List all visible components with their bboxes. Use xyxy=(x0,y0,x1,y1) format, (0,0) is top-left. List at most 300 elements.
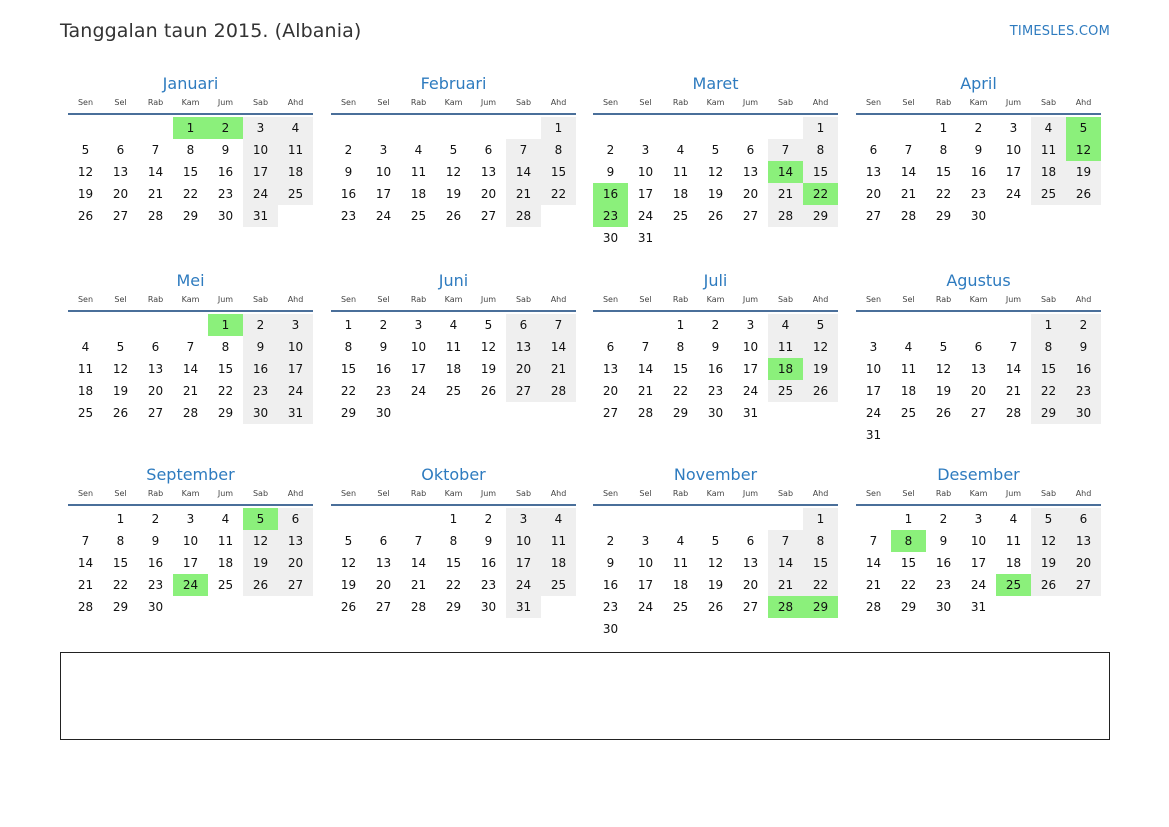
day-cell[interactable]: 1 xyxy=(803,508,838,530)
holiday-day-cell[interactable]: 1 xyxy=(208,314,243,336)
day-cell[interactable]: 27 xyxy=(602,406,619,420)
day-cell[interactable]: 4 xyxy=(1009,512,1018,526)
day-cell[interactable]: 18 xyxy=(1031,161,1066,183)
day-cell[interactable]: 28 xyxy=(1005,406,1022,420)
day-cell[interactable]: 13 xyxy=(147,362,164,376)
day-cell[interactable]: 23 xyxy=(217,187,234,201)
day-cell[interactable]: 8 xyxy=(186,143,195,157)
day-cell[interactable]: 4 xyxy=(1031,117,1066,139)
day-cell[interactable]: 8 xyxy=(803,139,838,161)
day-cell[interactable]: 6 xyxy=(606,340,615,354)
day-cell[interactable]: 28 xyxy=(900,209,917,223)
day-cell[interactable]: 30 xyxy=(147,600,164,614)
day-cell[interactable]: 14 xyxy=(77,556,94,570)
day-cell[interactable]: 28 xyxy=(410,600,427,614)
day-cell[interactable]: 6 xyxy=(746,534,755,548)
day-cell[interactable]: 30 xyxy=(217,209,234,223)
day-cell[interactable]: 17 xyxy=(865,384,882,398)
day-cell[interactable]: 16 xyxy=(1066,358,1101,380)
day-cell[interactable]: 7 xyxy=(506,139,541,161)
day-cell[interactable]: 28 xyxy=(637,406,654,420)
day-cell[interactable]: 11 xyxy=(1005,534,1022,548)
day-cell[interactable]: 20 xyxy=(742,187,759,201)
day-cell[interactable]: 10 xyxy=(637,556,654,570)
day-cell[interactable]: 2 xyxy=(606,143,615,157)
day-cell[interactable]: 1 xyxy=(939,121,948,135)
day-cell[interactable]: 15 xyxy=(217,362,234,376)
day-cell[interactable]: 25 xyxy=(672,209,689,223)
day-cell[interactable]: 14 xyxy=(1005,362,1022,376)
day-cell[interactable]: 6 xyxy=(484,143,493,157)
day-cell[interactable]: 30 xyxy=(707,406,724,420)
day-cell[interactable]: 4 xyxy=(81,340,90,354)
day-cell[interactable]: 27 xyxy=(480,209,497,223)
day-cell[interactable]: 12 xyxy=(112,362,129,376)
day-cell[interactable]: 14 xyxy=(541,336,576,358)
day-cell[interactable]: 13 xyxy=(742,165,759,179)
day-cell[interactable]: 7 xyxy=(541,314,576,336)
day-cell[interactable]: 8 xyxy=(344,340,353,354)
day-cell[interactable]: 2 xyxy=(711,318,720,332)
day-cell[interactable]: 9 xyxy=(344,165,353,179)
day-cell[interactable]: 6 xyxy=(278,508,313,530)
day-cell[interactable]: 3 xyxy=(641,143,650,157)
day-cell[interactable]: 19 xyxy=(445,187,462,201)
day-cell[interactable]: 19 xyxy=(480,362,497,376)
day-cell[interactable]: 24 xyxy=(1005,187,1022,201)
day-cell[interactable]: 5 xyxy=(116,340,125,354)
day-cell[interactable]: 10 xyxy=(637,165,654,179)
day-cell[interactable]: 17 xyxy=(742,362,759,376)
holiday-day-cell[interactable]: 5 xyxy=(243,508,278,530)
day-cell[interactable]: 21 xyxy=(1005,384,1022,398)
day-cell[interactable]: 25 xyxy=(541,574,576,596)
day-cell[interactable]: 29 xyxy=(217,406,234,420)
day-cell[interactable]: 18 xyxy=(672,187,689,201)
day-cell[interactable]: 19 xyxy=(935,384,952,398)
day-cell[interactable]: 15 xyxy=(900,556,917,570)
day-cell[interactable]: 9 xyxy=(484,534,493,548)
day-cell[interactable]: 13 xyxy=(865,165,882,179)
day-cell[interactable]: 3 xyxy=(746,318,755,332)
day-cell[interactable]: 31 xyxy=(243,205,278,227)
day-cell[interactable]: 6 xyxy=(974,340,983,354)
holiday-day-cell[interactable]: 29 xyxy=(803,596,838,618)
day-cell[interactable]: 3 xyxy=(1009,121,1018,135)
day-cell[interactable]: 30 xyxy=(375,406,392,420)
day-cell[interactable]: 11 xyxy=(768,336,803,358)
day-cell[interactable]: 10 xyxy=(865,362,882,376)
day-cell[interactable]: 1 xyxy=(1031,314,1066,336)
day-cell[interactable]: 14 xyxy=(182,362,199,376)
day-cell[interactable]: 4 xyxy=(278,117,313,139)
day-cell[interactable]: 9 xyxy=(243,336,278,358)
day-cell[interactable]: 30 xyxy=(1066,402,1101,424)
day-cell[interactable]: 7 xyxy=(768,139,803,161)
day-cell[interactable]: 20 xyxy=(742,578,759,592)
day-cell[interactable]: 9 xyxy=(606,556,615,570)
day-cell[interactable]: 13 xyxy=(1066,530,1101,552)
day-cell[interactable]: 7 xyxy=(641,340,650,354)
day-cell[interactable]: 19 xyxy=(243,552,278,574)
day-cell[interactable]: 29 xyxy=(803,205,838,227)
day-cell[interactable]: 1 xyxy=(116,512,125,526)
holiday-day-cell[interactable]: 12 xyxy=(1066,139,1101,161)
day-cell[interactable]: 2 xyxy=(974,121,983,135)
day-cell[interactable]: 16 xyxy=(340,187,357,201)
day-cell[interactable]: 9 xyxy=(939,534,948,548)
day-cell[interactable]: 9 xyxy=(606,165,615,179)
day-cell[interactable]: 2 xyxy=(151,512,160,526)
day-cell[interactable]: 8 xyxy=(939,143,948,157)
day-cell[interactable]: 14 xyxy=(410,556,427,570)
day-cell[interactable]: 1 xyxy=(541,117,576,139)
holiday-day-cell[interactable]: 28 xyxy=(768,596,803,618)
day-cell[interactable]: 22 xyxy=(803,574,838,596)
day-cell[interactable]: 22 xyxy=(1031,380,1066,402)
day-cell[interactable]: 5 xyxy=(803,314,838,336)
day-cell[interactable]: 7 xyxy=(904,143,913,157)
day-cell[interactable]: 29 xyxy=(900,600,917,614)
day-cell[interactable]: 28 xyxy=(77,600,94,614)
day-cell[interactable]: 7 xyxy=(1009,340,1018,354)
day-cell[interactable]: 11 xyxy=(672,556,689,570)
day-cell[interactable]: 6 xyxy=(746,143,755,157)
day-cell[interactable]: 5 xyxy=(711,534,720,548)
day-cell[interactable]: 22 xyxy=(182,187,199,201)
day-cell[interactable]: 18 xyxy=(900,384,917,398)
day-cell[interactable]: 1 xyxy=(449,512,458,526)
day-cell[interactable]: 20 xyxy=(112,187,129,201)
day-cell[interactable]: 16 xyxy=(217,165,234,179)
day-cell[interactable]: 3 xyxy=(243,117,278,139)
day-cell[interactable]: 20 xyxy=(278,552,313,574)
day-cell[interactable]: 7 xyxy=(768,530,803,552)
day-cell[interactable]: 16 xyxy=(243,358,278,380)
day-cell[interactable]: 19 xyxy=(112,384,129,398)
brand-link[interactable]: TIMESLES.COM xyxy=(1009,24,1110,39)
day-cell[interactable]: 13 xyxy=(742,556,759,570)
day-cell[interactable]: 11 xyxy=(900,362,917,376)
holiday-day-cell[interactable]: 22 xyxy=(803,183,838,205)
holiday-day-cell[interactable]: 8 xyxy=(891,530,926,552)
day-cell[interactable]: 16 xyxy=(602,578,619,592)
day-cell[interactable]: 22 xyxy=(112,578,129,592)
day-cell[interactable]: 13 xyxy=(480,165,497,179)
day-cell[interactable]: 6 xyxy=(116,143,125,157)
day-cell[interactable]: 4 xyxy=(768,314,803,336)
day-cell[interactable]: 24 xyxy=(410,384,427,398)
day-cell[interactable]: 21 xyxy=(77,578,94,592)
day-cell[interactable]: 25 xyxy=(445,384,462,398)
day-cell[interactable]: 15 xyxy=(445,556,462,570)
day-cell[interactable]: 4 xyxy=(414,143,423,157)
day-cell[interactable]: 27 xyxy=(1066,574,1101,596)
day-cell[interactable]: 26 xyxy=(480,384,497,398)
day-cell[interactable]: 22 xyxy=(672,384,689,398)
day-cell[interactable]: 4 xyxy=(676,534,685,548)
day-cell[interactable]: 8 xyxy=(803,530,838,552)
day-cell[interactable]: 10 xyxy=(506,530,541,552)
day-cell[interactable]: 31 xyxy=(970,600,987,614)
day-cell[interactable]: 12 xyxy=(803,336,838,358)
day-cell[interactable]: 18 xyxy=(672,578,689,592)
day-cell[interactable]: 3 xyxy=(641,534,650,548)
day-cell[interactable]: 8 xyxy=(449,534,458,548)
day-cell[interactable]: 21 xyxy=(768,574,803,596)
day-cell[interactable]: 10 xyxy=(182,534,199,548)
day-cell[interactable]: 13 xyxy=(970,362,987,376)
day-cell[interactable]: 7 xyxy=(81,534,90,548)
day-cell[interactable]: 10 xyxy=(1005,143,1022,157)
day-cell[interactable]: 26 xyxy=(77,209,94,223)
day-cell[interactable]: 13 xyxy=(112,165,129,179)
day-cell[interactable]: 21 xyxy=(182,384,199,398)
day-cell[interactable]: 20 xyxy=(480,187,497,201)
day-cell[interactable]: 7 xyxy=(186,340,195,354)
day-cell[interactable]: 27 xyxy=(970,406,987,420)
day-cell[interactable]: 24 xyxy=(865,406,882,420)
day-cell[interactable]: 20 xyxy=(602,384,619,398)
day-cell[interactable]: 23 xyxy=(602,600,619,614)
day-cell[interactable]: 15 xyxy=(541,161,576,183)
day-cell[interactable]: 29 xyxy=(340,406,357,420)
day-cell[interactable]: 29 xyxy=(112,600,129,614)
day-cell[interactable]: 26 xyxy=(707,600,724,614)
day-cell[interactable]: 14 xyxy=(506,161,541,183)
day-cell[interactable]: 12 xyxy=(707,556,724,570)
day-cell[interactable]: 21 xyxy=(147,187,164,201)
day-cell[interactable]: 17 xyxy=(1005,165,1022,179)
day-cell[interactable]: 25 xyxy=(410,209,427,223)
day-cell[interactable]: 24 xyxy=(637,209,654,223)
day-cell[interactable]: 6 xyxy=(151,340,160,354)
day-cell[interactable]: 19 xyxy=(1066,161,1101,183)
day-cell[interactable]: 20 xyxy=(506,358,541,380)
day-cell[interactable]: 18 xyxy=(217,556,234,570)
day-cell[interactable]: 20 xyxy=(375,578,392,592)
day-cell[interactable]: 28 xyxy=(182,406,199,420)
day-cell[interactable]: 10 xyxy=(410,340,427,354)
day-cell[interactable]: 16 xyxy=(935,556,952,570)
day-cell[interactable]: 25 xyxy=(672,600,689,614)
day-cell[interactable]: 31 xyxy=(742,406,759,420)
day-cell[interactable]: 16 xyxy=(147,556,164,570)
day-cell[interactable]: 7 xyxy=(151,143,160,157)
day-cell[interactable]: 2 xyxy=(379,318,388,332)
day-cell[interactable]: 21 xyxy=(637,384,654,398)
day-cell[interactable]: 11 xyxy=(77,362,94,376)
day-cell[interactable]: 16 xyxy=(375,362,392,376)
day-cell[interactable]: 23 xyxy=(340,209,357,223)
day-cell[interactable]: 25 xyxy=(900,406,917,420)
day-cell[interactable]: 2 xyxy=(344,143,353,157)
day-cell[interactable]: 10 xyxy=(970,534,987,548)
day-cell[interactable]: 17 xyxy=(970,556,987,570)
day-cell[interactable]: 23 xyxy=(1066,380,1101,402)
day-cell[interactable]: 8 xyxy=(676,340,685,354)
day-cell[interactable]: 19 xyxy=(1031,552,1066,574)
day-cell[interactable]: 7 xyxy=(414,534,423,548)
day-cell[interactable]: 9 xyxy=(379,340,388,354)
day-cell[interactable]: 15 xyxy=(803,552,838,574)
day-cell[interactable]: 27 xyxy=(278,574,313,596)
day-cell[interactable]: 17 xyxy=(637,578,654,592)
day-cell[interactable]: 26 xyxy=(445,209,462,223)
day-cell[interactable]: 18 xyxy=(77,384,94,398)
day-cell[interactable]: 25 xyxy=(77,406,94,420)
day-cell[interactable]: 22 xyxy=(217,384,234,398)
day-cell[interactable]: 14 xyxy=(865,556,882,570)
holiday-day-cell[interactable]: 24 xyxy=(173,574,208,596)
day-cell[interactable]: 5 xyxy=(939,340,948,354)
day-cell[interactable]: 15 xyxy=(1031,358,1066,380)
day-cell[interactable]: 11 xyxy=(217,534,234,548)
day-cell[interactable]: 9 xyxy=(151,534,160,548)
day-cell[interactable]: 19 xyxy=(707,578,724,592)
day-cell[interactable]: 8 xyxy=(541,139,576,161)
day-cell[interactable]: 24 xyxy=(742,384,759,398)
day-cell[interactable]: 15 xyxy=(340,362,357,376)
holiday-day-cell[interactable]: 1 xyxy=(173,117,208,139)
day-cell[interactable]: 2 xyxy=(484,512,493,526)
day-cell[interactable]: 12 xyxy=(1031,530,1066,552)
day-cell[interactable]: 2 xyxy=(606,534,615,548)
day-cell[interactable]: 11 xyxy=(278,139,313,161)
day-cell[interactable]: 31 xyxy=(506,596,541,618)
day-cell[interactable]: 1 xyxy=(904,512,913,526)
day-cell[interactable]: 13 xyxy=(506,336,541,358)
day-cell[interactable]: 17 xyxy=(375,187,392,201)
day-cell[interactable]: 19 xyxy=(77,187,94,201)
day-cell[interactable]: 14 xyxy=(637,362,654,376)
day-cell[interactable]: 3 xyxy=(414,318,423,332)
day-cell[interactable]: 12 xyxy=(340,556,357,570)
day-cell[interactable]: 15 xyxy=(935,165,952,179)
day-cell[interactable]: 1 xyxy=(344,318,353,332)
day-cell[interactable]: 23 xyxy=(935,578,952,592)
day-cell[interactable]: 16 xyxy=(970,165,987,179)
day-cell[interactable]: 15 xyxy=(182,165,199,179)
day-cell[interactable]: 26 xyxy=(935,406,952,420)
day-cell[interactable]: 25 xyxy=(1031,183,1066,205)
day-cell[interactable]: 26 xyxy=(707,209,724,223)
holiday-day-cell[interactable]: 23 xyxy=(593,205,628,227)
day-cell[interactable]: 6 xyxy=(379,534,388,548)
day-cell[interactable]: 6 xyxy=(506,314,541,336)
day-cell[interactable]: 13 xyxy=(278,530,313,552)
day-cell[interactable]: 20 xyxy=(1066,552,1101,574)
day-cell[interactable]: 3 xyxy=(974,512,983,526)
day-cell[interactable]: 23 xyxy=(707,384,724,398)
day-cell[interactable]: 3 xyxy=(506,508,541,530)
day-cell[interactable]: 28 xyxy=(541,380,576,402)
day-cell[interactable]: 29 xyxy=(672,406,689,420)
day-cell[interactable]: 30 xyxy=(602,622,619,636)
day-cell[interactable]: 8 xyxy=(116,534,125,548)
day-cell[interactable]: 5 xyxy=(449,143,458,157)
day-cell[interactable]: 12 xyxy=(480,340,497,354)
holiday-day-cell[interactable]: 16 xyxy=(593,183,628,205)
day-cell[interactable]: 31 xyxy=(278,402,313,424)
day-cell[interactable]: 21 xyxy=(541,358,576,380)
day-cell[interactable]: 10 xyxy=(278,336,313,358)
day-cell[interactable]: 5 xyxy=(484,318,493,332)
day-cell[interactable]: 17 xyxy=(278,358,313,380)
day-cell[interactable]: 25 xyxy=(217,578,234,592)
day-cell[interactable]: 12 xyxy=(935,362,952,376)
day-cell[interactable]: 8 xyxy=(1031,336,1066,358)
day-cell[interactable]: 28 xyxy=(865,600,882,614)
day-cell[interactable]: 9 xyxy=(221,143,230,157)
day-cell[interactable]: 20 xyxy=(970,384,987,398)
day-cell[interactable]: 28 xyxy=(506,205,541,227)
day-cell[interactable]: 23 xyxy=(970,187,987,201)
day-cell[interactable]: 4 xyxy=(676,143,685,157)
day-cell[interactable]: 16 xyxy=(707,362,724,376)
day-cell[interactable]: 21 xyxy=(865,578,882,592)
day-cell[interactable]: 10 xyxy=(742,340,759,354)
day-cell[interactable]: 10 xyxy=(243,139,278,161)
holiday-day-cell[interactable]: 5 xyxy=(1066,117,1101,139)
day-cell[interactable]: 21 xyxy=(506,183,541,205)
day-cell[interactable]: 27 xyxy=(375,600,392,614)
day-cell[interactable]: 27 xyxy=(112,209,129,223)
day-cell[interactable]: 16 xyxy=(480,556,497,570)
holiday-day-cell[interactable]: 14 xyxy=(768,161,803,183)
day-cell[interactable]: 17 xyxy=(243,161,278,183)
day-cell[interactable]: 22 xyxy=(340,384,357,398)
day-cell[interactable]: 11 xyxy=(445,340,462,354)
day-cell[interactable]: 21 xyxy=(768,183,803,205)
day-cell[interactable]: 11 xyxy=(541,530,576,552)
day-cell[interactable]: 24 xyxy=(637,600,654,614)
day-cell[interactable]: 18 xyxy=(445,362,462,376)
day-cell[interactable]: 26 xyxy=(1031,574,1066,596)
day-cell[interactable]: 29 xyxy=(1031,402,1066,424)
day-cell[interactable]: 8 xyxy=(221,340,230,354)
day-cell[interactable]: 9 xyxy=(974,143,983,157)
day-cell[interactable]: 2 xyxy=(1066,314,1101,336)
day-cell[interactable]: 30 xyxy=(243,402,278,424)
day-cell[interactable]: 17 xyxy=(637,187,654,201)
day-cell[interactable]: 14 xyxy=(900,165,917,179)
day-cell[interactable]: 24 xyxy=(375,209,392,223)
day-cell[interactable]: 17 xyxy=(182,556,199,570)
day-cell[interactable]: 22 xyxy=(900,578,917,592)
day-cell[interactable]: 29 xyxy=(935,209,952,223)
day-cell[interactable]: 14 xyxy=(768,552,803,574)
day-cell[interactable]: 27 xyxy=(742,600,759,614)
day-cell[interactable]: 30 xyxy=(935,600,952,614)
day-cell[interactable]: 24 xyxy=(243,183,278,205)
day-cell[interactable]: 29 xyxy=(182,209,199,223)
holiday-day-cell[interactable]: 18 xyxy=(768,358,803,380)
day-cell[interactable]: 27 xyxy=(865,209,882,223)
day-cell[interactable]: 30 xyxy=(480,600,497,614)
day-cell[interactable]: 5 xyxy=(344,534,353,548)
holiday-day-cell[interactable]: 25 xyxy=(996,574,1031,596)
day-cell[interactable]: 28 xyxy=(768,205,803,227)
day-cell[interactable]: 12 xyxy=(707,165,724,179)
day-cell[interactable]: 28 xyxy=(147,209,164,223)
day-cell[interactable]: 2 xyxy=(243,314,278,336)
day-cell[interactable]: 31 xyxy=(637,231,654,245)
day-cell[interactable]: 4 xyxy=(904,340,913,354)
day-cell[interactable]: 11 xyxy=(672,165,689,179)
day-cell[interactable]: 11 xyxy=(1031,139,1066,161)
day-cell[interactable]: 6 xyxy=(869,143,878,157)
